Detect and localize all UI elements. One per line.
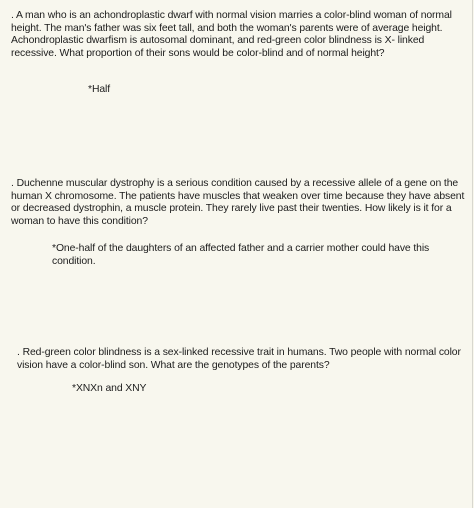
question-2-text: . Duchenne muscular dystrophy is a serious condition caused by a recessive allele of a gene on the human X chromosome. The patients have muscles that weaken over time because they have absent or decreased dystrophin, a muscle protein. They rarely live past their twenties. How likely is it for a woman to have this condition? <box>11 178 465 227</box>
answer-2-text: *One-half of the daughters of an affected father and a carrier mother could have this condition. <box>52 243 430 267</box>
question-3-text: . Red-green color blindness is a sex-linked recessive trait in humans. Two people with normal color vision have a color-blind son. What are the genotypes of the parents? <box>17 347 461 371</box>
question-1-text: . A man who is an achondroplastic dwarf with normal vision marries a color-blind woman of normal height. The man's father was six feet tall, and both the woman's parents were of average height. Achondroplastic dwarfism is autosomal dominant, and red-green color blindness is X- linked recessive. What proportion of their sons would be color-blind and of normal height? <box>11 10 452 59</box>
answer-1-text: *Half <box>88 84 111 95</box>
answer-3-text: *XNXn and XNY <box>72 383 147 394</box>
